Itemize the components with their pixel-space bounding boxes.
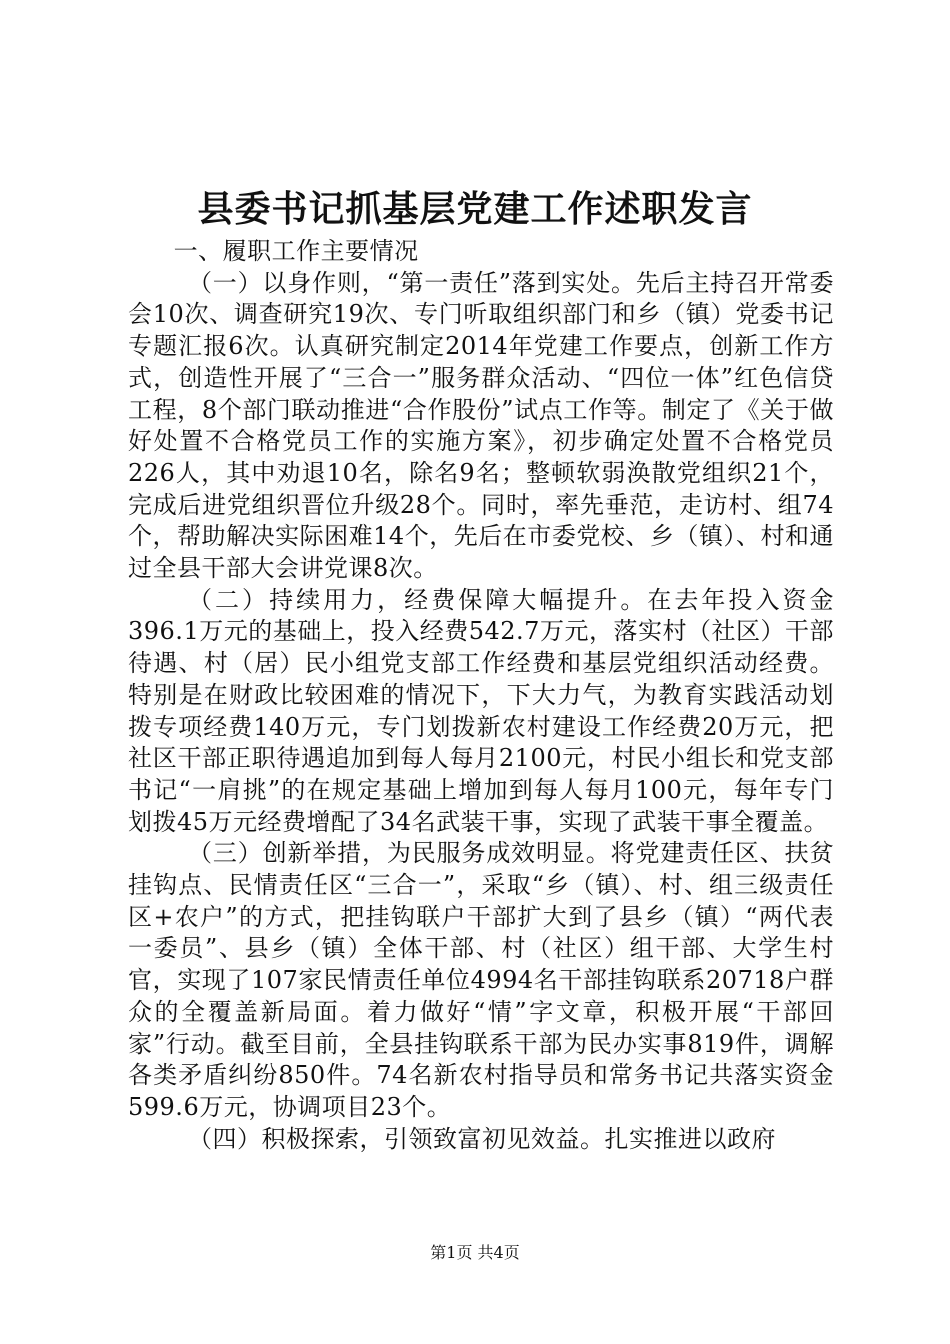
section-heading: 一、履职工作主要情况	[173, 237, 419, 265]
paragraph-2: （二）持续用力，经费保障大幅提升。在去年投入资金396.1万元的基础上，投入经费542.7万元，落实村（社区）干部待遇、村（居）民小组党支部工作经费和基层党组织活动经费。特别是在财政比较困难的情况下，下大力气，为教育实践活动划拨专项经费140万元，专门划拨新农村建设工作经费20万元，把社区干部正职待遇追加到每人每月2100元，村民小组长和党支部书记“一肩挑”的在规定基础上增加到每人每月100元，每年专门划拨45万元经费增配了34名武装干事，实现了武装干事全覆盖。	[128, 585, 834, 836]
paragraph-3: （三）创新举措，为民服务成效明显。将党建责任区、扶贫挂钩点、民情责任区“三合一”，采取“乡（镇）、村、组三级责任区+农户”的方式，把挂钩联户干部扩大到了县乡（镇）“两代表一委员”、县乡（镇）全体干部、村（社区）组干部、大学生村官，实现了107家民情责任单位4994名干部挂钩联系20718户群众的全覆盖新局面。着力做好“情”字文章，积极开展“干部回家”行动。截至目前，全县挂钩联系干部为民办实事819件，调解各类矛盾纠纷850件。74名新农村指导员和常务书记共落实资金599.6万元，协调项目23个。	[128, 839, 834, 1121]
page-footer: 第1页 共4页	[430, 1243, 520, 1262]
paragraph-1: （一）以身作则，“第一责任”落到实处。先后主持召开常委会10次、调查研究19次、专门听取组织部门和乡（镇）党委书记专题汇报6次。认真研究制定2014年党建工作要点，创新工作方式，创造性开展了“三合一”服务群众活动、“四位一体”红色信贷工程，8个部门联动推进“合作股份”试点工作等。制定了《关于做好处置不合格党员工作的实施方案》，初步确定处置不合格党员226人，其中劝退10名，除名9名；整顿软弱涣散党组织21个，完成后进党组织晋位升级28个。同时，率先垂范，走访村、组74个，帮助解决实际困难14个，先后在市委党校、乡（镇）、村和通过全县干部大会讲党课8次。	[128, 268, 834, 583]
document-body	[128, 236, 834, 1155]
document-title: 县委书记抓基层党建工作述职发言	[197, 188, 753, 230]
paragraph-4: （四）积极探索，引领致富初见效益。扎实推进以政府	[188, 1124, 776, 1153]
